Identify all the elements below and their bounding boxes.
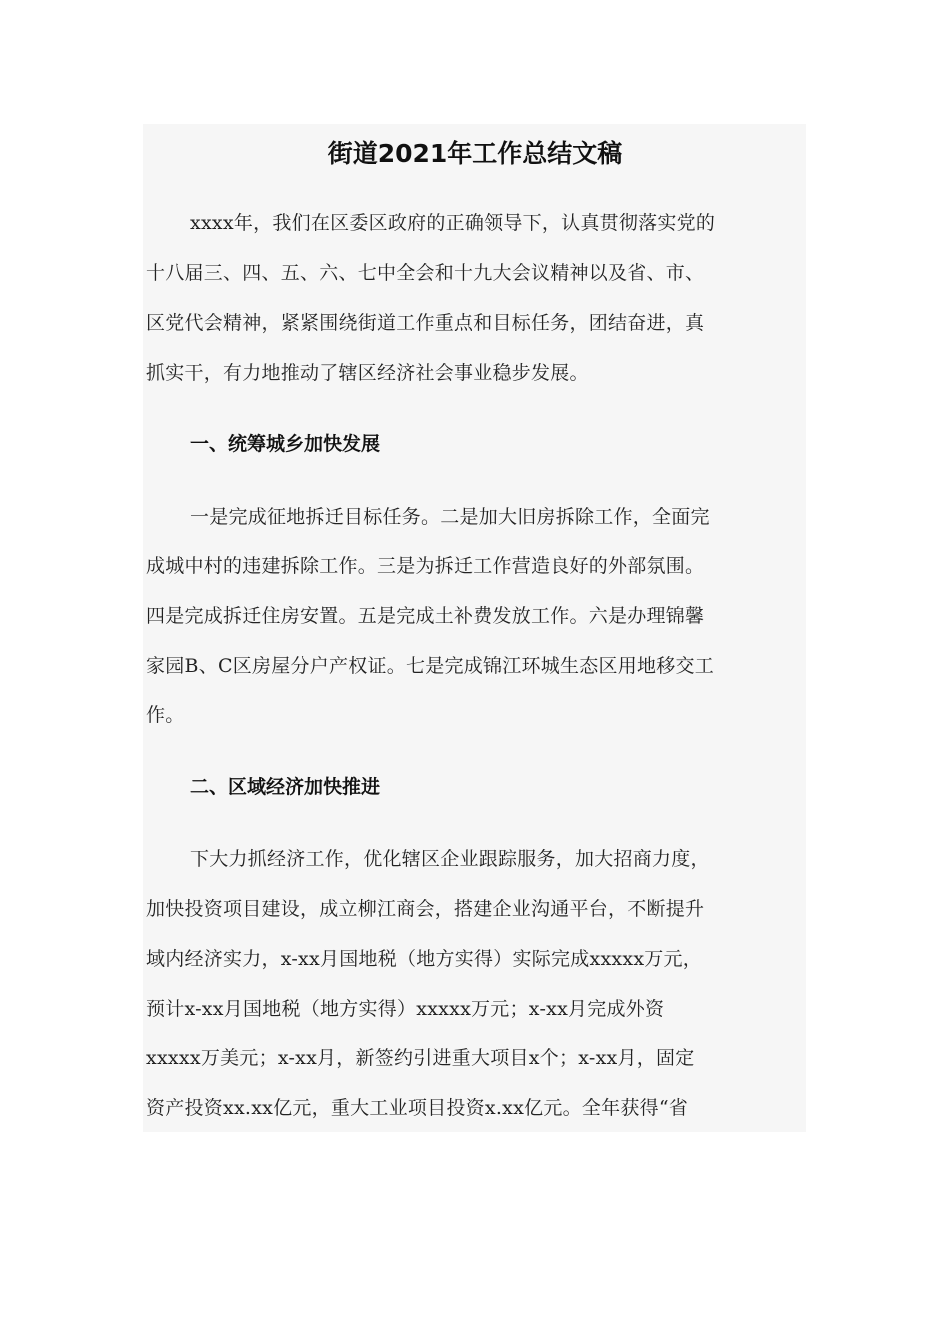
document-title: 街道2021年工作总结文稿 [327,139,623,168]
section-line: 资产投资xx.xx亿元，重大工业项目投资x.xx亿元。全年获得“省 [146,1097,689,1119]
section-line: 加快投资项目建设，成立柳江商会，搭建企业沟通平台，不断提升 [146,898,705,920]
section-line: xxxxx万美元；x-xx月，新签约引进重大项目x个；x-xx月，固定 [146,1047,695,1069]
section-line: 一是完成征地拆迁目标任务。二是加大旧房拆除工作，全面完 [190,506,710,528]
intro-line: 区党代会精神，紧紧围绕街道工作重点和目标任务，团结奋进，真 [146,312,705,334]
section-line: 家园B、C区房屋分户产权证。七是完成锦江环城生态区用地移交工 [146,655,715,677]
intro-line: xxxx年，我们在区委区政府的正确领导下，认真贯彻落实党的 [190,212,716,234]
section-heading: 一、统筹城乡加快发展 [190,433,381,455]
section-line: 下大力抓经济工作，优化辖区企业跟踪服务，加大招商力度， [190,848,710,870]
section-line: 作。 [146,704,185,726]
section-line: 成城中村的违建拆除工作。三是为拆迁工作营造良好的外部氛围。 [146,555,705,577]
section-heading: 二、区域经济加快推进 [190,776,381,798]
section-line: 域内经济实力，x-xx月国地税（地方实得）实际完成xxxxx万元， [146,948,703,970]
section-line: 预计x-xx月国地税（地方实得）xxxxx万元；x-xx月完成外资 [146,998,665,1020]
section-line: 四是完成拆迁住房安置。五是完成土补费发放工作。六是办理锦馨 [146,605,705,627]
intro-line: 十八届三、四、五、六、七中全会和十九大会议精神以及省、市、 [146,262,705,284]
intro-line: 抓实干，有力地推动了辖区经济社会事业稳步发展。 [146,362,589,384]
